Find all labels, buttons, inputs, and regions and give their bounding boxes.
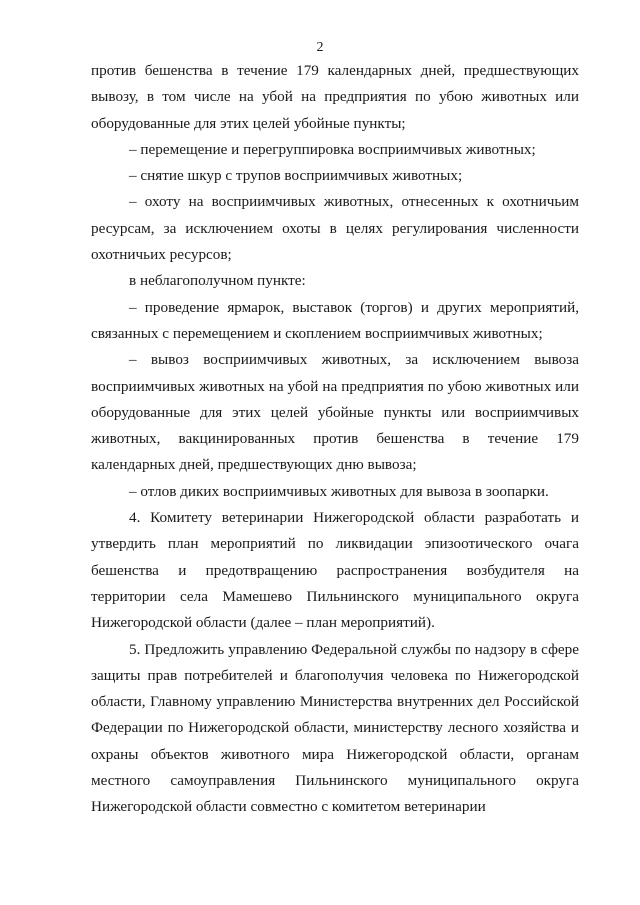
list-item-relocation: – перемещение и перегруппировка восприимчивых животных; — [129, 140, 536, 158]
document-body — [91, 58, 579, 821]
clause-5: 5. Предложить управлению Федеральной службы по надзору в сфере защиты прав потребителей и благополучия человека по Нижегородской области, Главному управлению Министерства внутренних дел Российской Федерации по Нижегородской области, министерству лесного хозяйства и охраны объектов животного мира Нижегородской области, органам местного самоуправления Пильнинского муниципального округа Нижегородской области совместно с комитетом ветеринарии — [91, 640, 579, 816]
page-number: 2 — [316, 40, 324, 55]
list-item-capture: – отлов диких восприимчивых животных для вывоза в зоопарки. — [129, 482, 549, 500]
list-item-fairs: – проведение ярмарок, выставок (торгов) и других мероприятий, связанных с перемещением и скоплением восприимчивых животных; — [91, 298, 579, 342]
list-item-hunting: – охоту на восприимчивых животных, отнесенных к охотничьим ресурсам, за исключением охоты в целях регулирования численности охотничьих ресурсов; — [91, 193, 579, 264]
clause-4: 4. Комитету ветеринарии Нижегородской области разработать и утвердить план мероприятий по ликвидации эпизоотического очага бешенства и предотвращению распространения возбудителя на территории села Мамешево Пильнинского муниципального округа Нижегородской области (далее – план мероприятий). — [91, 509, 579, 632]
section-heading-unsafe-point: в неблагополучном пункте: — [129, 272, 306, 290]
list-item-export: – вывоз восприимчивых животных, за исключением вывоза восприимчивых животных на убой на предприятия по убою животных или оборудованные для этих целей убойные пункты или восприимчивых животных, вакцинированных против бешенства в течение 179 календарных дней, предшествующих дню вывоза; — [91, 351, 579, 474]
list-item-skinning: – снятие шкур с трупов восприимчивых животных; — [129, 167, 463, 185]
paragraph-continuation: против бешенства в течение 179 календарных дней, предшествующих вывозу, в том числе на убой на предприятия по убою животных или оборудованные для этих целей убойные пункты; — [91, 62, 579, 132]
